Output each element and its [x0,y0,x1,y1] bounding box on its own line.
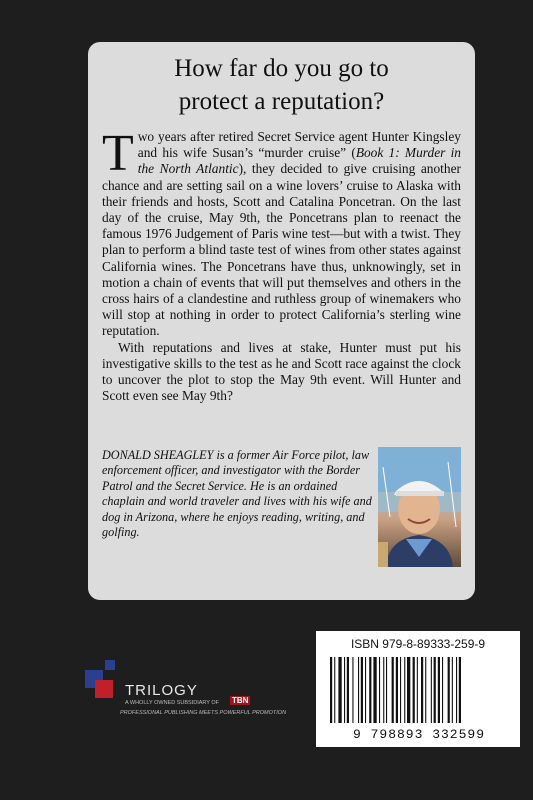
blurb-p1-end: ), they decided to give cruising another chance and are setting sail on a wine lovers’ cruise to Alaska with their friends and hosts, Scott and Catalina Poncetran. On the last day of the cruise, May 9th, the Poncetrans plan to reenact the famous 1976 Judgement of Paris wine test—but with a twist. They plan to perform a blind taste test of wines from other states against California wines. The Poncetrans have thus, unknowingly, set in motion a chain of events that will put themselves and others in the cross hairs of a clandestine and ruthless group of winemakers who will stop at nothing in order to protect California’s sterling wine reputation. [102,161,461,339]
author-bio-text: is a former Air Force pilot, law enforcement officer, and investigator with the Border Patrol and the Secret Service. He is an ordained chaplain and world traveler and lives with his wife and dog in Arizona, where he enjoys reading, writing, and golfing. [102,448,372,540]
author-photo-icon [378,447,461,567]
isbn-digits: 9 798893 332599 [352,727,486,742]
blurb-paragraph-1 [102,125,461,340]
isbn-barcode-box [316,631,520,747]
drop-cap: T [102,125,134,182]
author-photo [378,447,461,567]
blurb-p1-start: wo years after retired Secret Service agent Hunter Kingsley and his wife Susan’s “murder cruise” ( [137,129,461,161]
barcode-icon [324,657,512,727]
blurb-paragraph-2: With reputations and lives at stake, Hunter must put his investigative skills to the test as he and Scott race against the clock to uncover the plot to stop the May 9th event. Will Hunter and Scott even see May 9th? [102,339,461,404]
book-1-title: Book 1: Murder in the North Atlantic [137,145,461,177]
publisher-parent: TBN [232,696,249,705]
publisher-subsidiary: A WHOLLY OWNED SUBSIDIARY OF [125,700,220,706]
headline [88,52,475,118]
publisher-name: TRILOGY [125,682,198,699]
headline-line-1: How far do you go to [174,55,389,82]
headline-line-2: protect a reputation? [178,88,385,115]
isbn-label: ISBN 979-8-89333-259-9 [350,637,486,651]
publisher-tagline: PROFESSIONAL PUBLISHING MEETS POWERFUL PROMOTION [120,710,287,716]
publisher-logo-icon [85,660,125,700]
blurb-text [102,125,461,404]
author-name: DONALD SHEAGLEY [102,448,214,462]
author-bio [102,448,372,540]
blurb-panel [88,42,475,600]
publisher-logo [85,660,285,720]
